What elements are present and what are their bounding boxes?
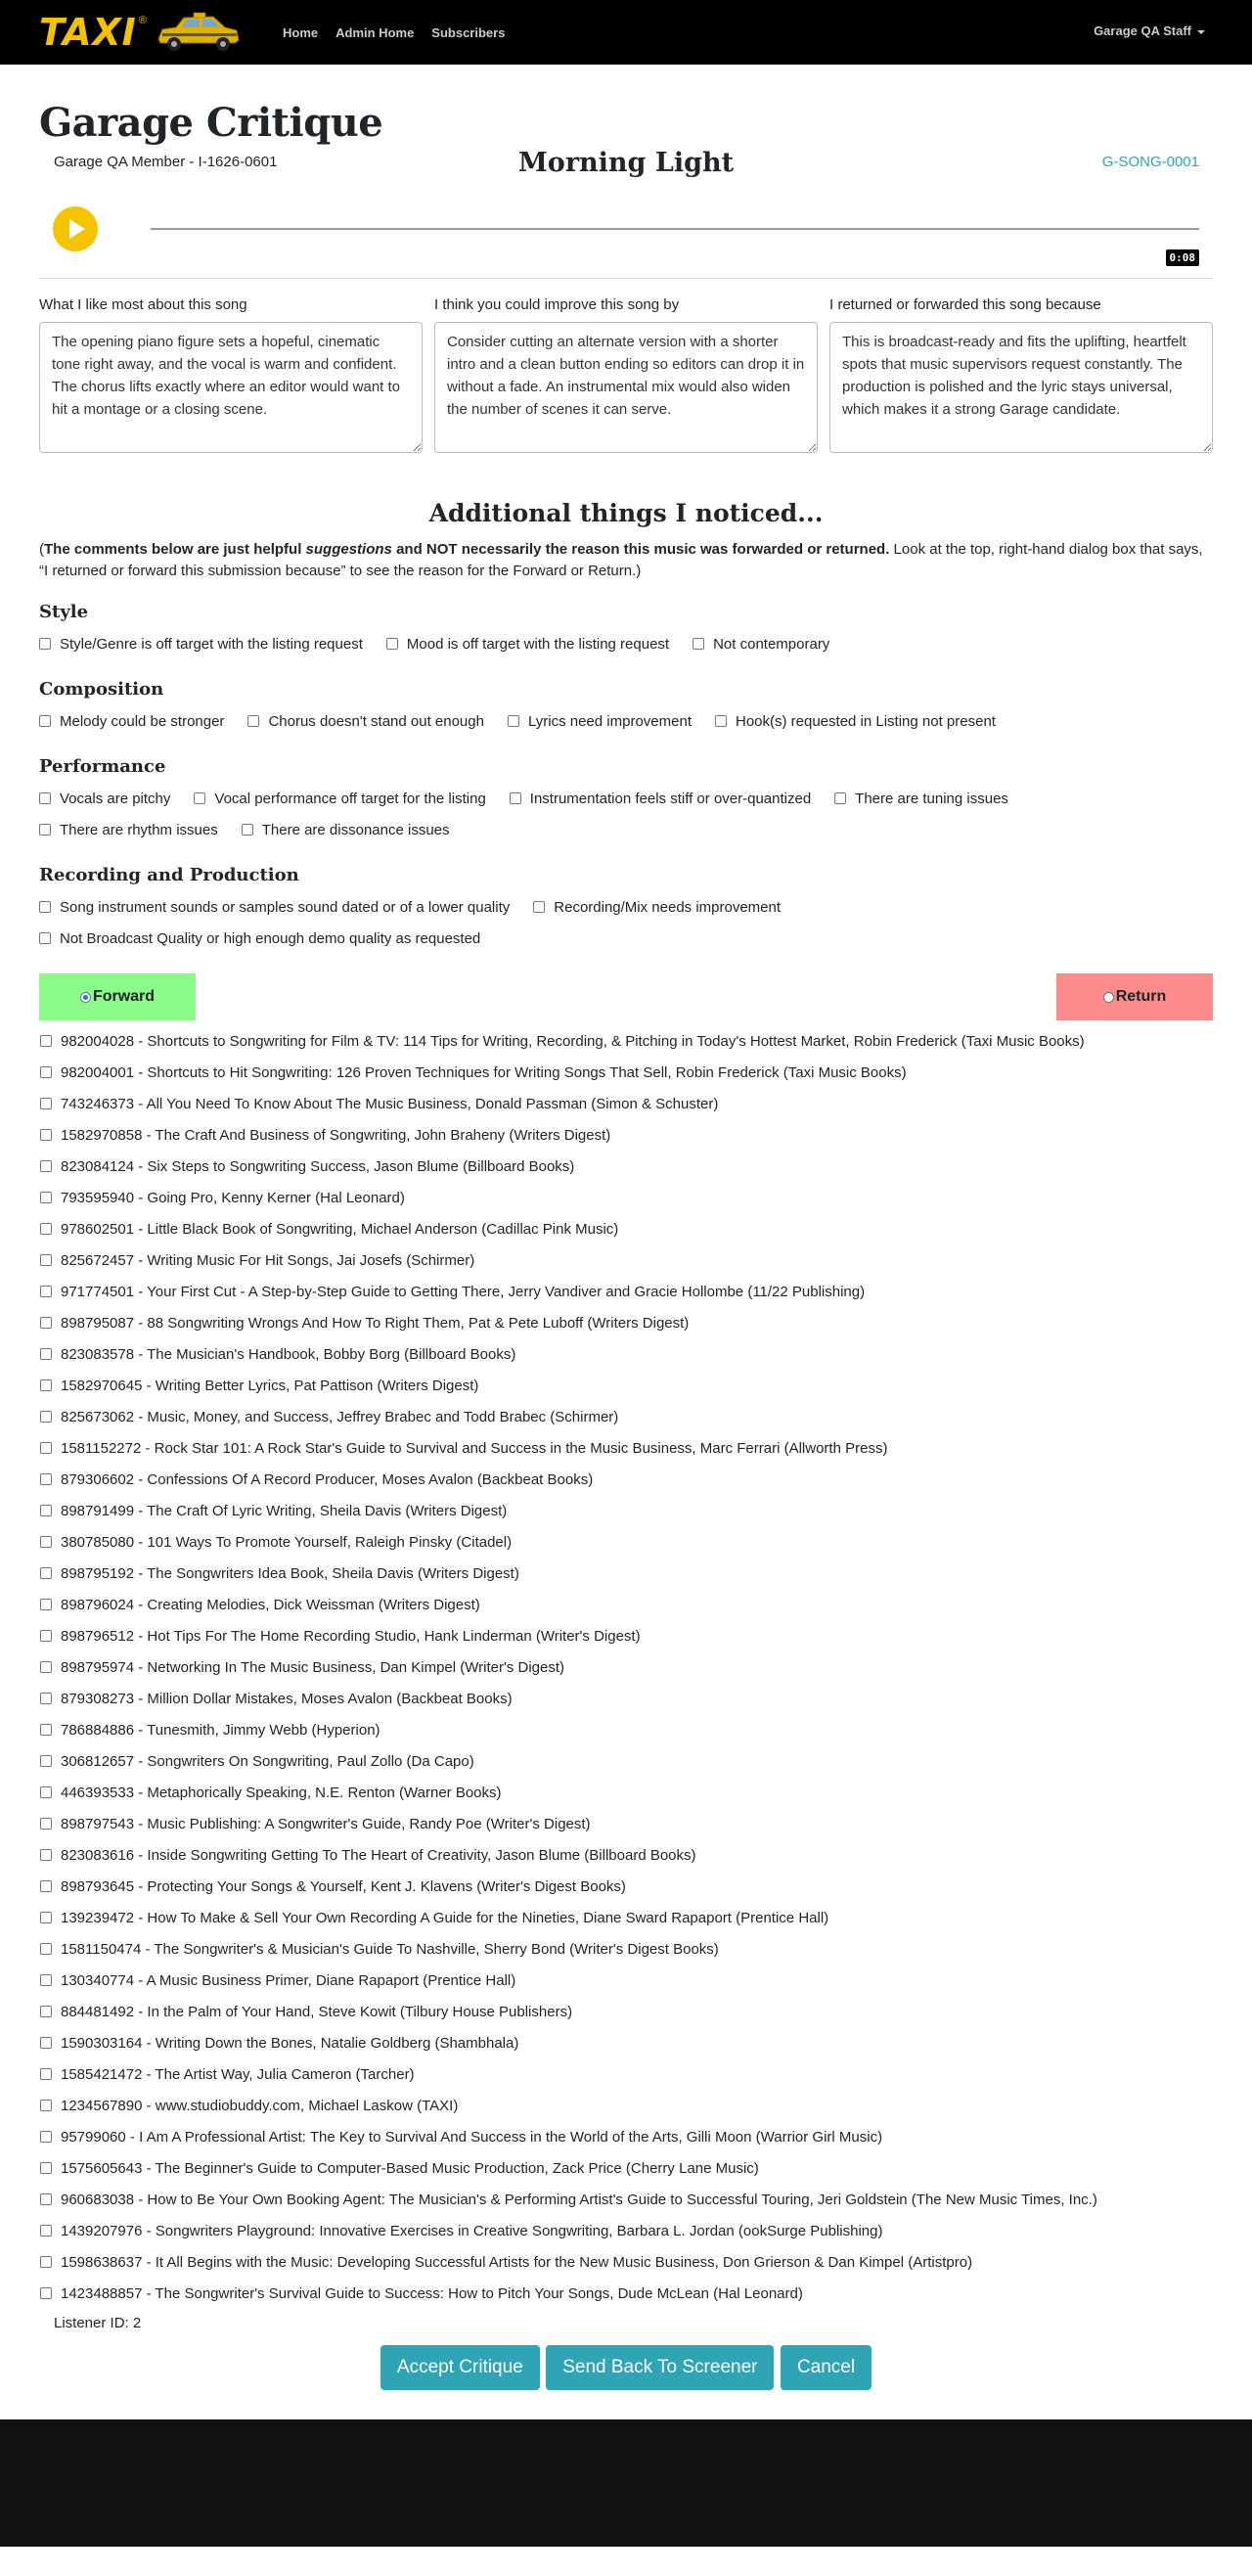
- book-item[interactable]: [39, 2279, 1213, 2310]
- book-label: 960683038 - How to Be Your Own Booking Agent: The Musician's & Performing Artist's Guide to Successful Touring, Jeri Goldstein (The New Music Times, Inc.): [61, 2192, 1097, 2208]
- book-label: 1598638637 - It All Begins with the Music: Developing Successful Artists for the New Music Business, Don Grierson & Dan Kimpel (Artistpro): [61, 2254, 973, 2271]
- forward-radio[interactable]: [80, 992, 91, 1003]
- book-checkbox[interactable]: [40, 2131, 52, 2143]
- song-title: Morning Light: [517, 148, 735, 178]
- book-item[interactable]: [39, 1058, 1213, 1089]
- book-item[interactable]: [39, 1433, 1213, 1465]
- book-label: 898793645 - Protecting Your Songs & Yourself, Kent J. Klavens (Writer's Digest Books): [61, 1878, 626, 1895]
- checkbox-tuning[interactable]: [834, 783, 1008, 814]
- book-item[interactable]: [39, 1746, 1213, 1778]
- checkbox[interactable]: [39, 901, 51, 913]
- reason-comment-group: [829, 296, 1213, 458]
- checkbox-vocals-pitchy[interactable]: [39, 783, 170, 814]
- comment-fields: [39, 296, 1213, 458]
- like-textarea[interactable]: [39, 322, 423, 453]
- book-checkbox[interactable]: [40, 1411, 52, 1423]
- checkbox-label: Lyrics need improvement: [527, 712, 692, 730]
- book-label: 898791499 - The Craft Of Lyric Writing, Sheila Davis (Writers Digest): [61, 1503, 508, 1519]
- book-item[interactable]: [39, 1903, 1213, 1934]
- book-item[interactable]: [39, 1527, 1213, 1559]
- book-item[interactable]: [39, 2059, 1213, 2091]
- user-menu-label: Garage QA Staff: [1094, 23, 1191, 38]
- page-footer: [0, 2419, 1252, 2547]
- checkbox[interactable]: [39, 638, 51, 650]
- style-heading: Style: [39, 602, 89, 622]
- book-label: 825673062 - Music, Money, and Success, Jeffrey Brabec and Todd Brabec (Schirmer): [61, 1409, 619, 1425]
- checkbox-lyrics[interactable]: [508, 705, 692, 737]
- checkbox-label: Not contemporary: [713, 635, 830, 653]
- book-checkbox[interactable]: [40, 1630, 52, 1642]
- nav-link-subscribers[interactable]: Subscribers: [431, 24, 506, 40]
- checkbox-label: Mood is off target with the listing request: [406, 635, 670, 653]
- checkbox-label: There are dissonance issues: [261, 821, 450, 838]
- return-radio[interactable]: [1103, 992, 1114, 1003]
- checkbox-label: Instrumentation feels stiff or over-quantized: [529, 790, 812, 807]
- improve-label: I think you could improve this song by: [434, 296, 680, 313]
- book-label: 380785080 - 101 Ways To Promote Yourself, Raleigh Pinsky (Citadel): [61, 1534, 513, 1551]
- book-checkbox[interactable]: [40, 1536, 52, 1548]
- caret-down-icon: [1197, 30, 1205, 34]
- book-item[interactable]: [39, 1465, 1213, 1496]
- checkbox-chorus[interactable]: [247, 705, 484, 737]
- book-item[interactable]: [39, 1684, 1213, 1715]
- checkbox-label: Not Broadcast Quality or high enough demo quality as requested: [60, 929, 481, 947]
- return-option[interactable]: [1056, 973, 1213, 1020]
- playback-track[interactable]: [151, 228, 1199, 230]
- book-item[interactable]: [39, 1590, 1213, 1621]
- checkbox[interactable]: [386, 638, 398, 650]
- book-label: 898797543 - Music Publishing: A Songwriter's Guide, Randy Poe (Writer's Digest): [61, 1816, 591, 1832]
- book-item[interactable]: [39, 1809, 1213, 1840]
- checkbox-label: Melody could be stronger: [60, 712, 225, 730]
- book-item[interactable]: [39, 1277, 1213, 1308]
- book-label: 898796024 - Creating Melodies, Dick Weissman (Writers Digest): [61, 1597, 480, 1613]
- book-item[interactable]: [39, 1778, 1213, 1809]
- book-checkbox[interactable]: [40, 1160, 52, 1172]
- book-checkbox[interactable]: [40, 1567, 52, 1579]
- composition-checkboxes: [39, 705, 1213, 737]
- forward-label: Forward: [92, 988, 156, 1005]
- audio-player: [39, 201, 1213, 279]
- book-checkbox[interactable]: [40, 1974, 52, 1986]
- checkbox-label: Style/Genre is off target with the listing request: [60, 635, 363, 653]
- checkbox[interactable]: [39, 792, 51, 804]
- book-checkbox[interactable]: [40, 1286, 52, 1297]
- book-checkbox[interactable]: [40, 1098, 52, 1109]
- book-label: 743246373 - All You Need To Know About The Music Business, Donald Passman (Simon & Schuster): [61, 1096, 719, 1112]
- book-item[interactable]: [39, 2247, 1213, 2279]
- book-label: 786884886 - Tunesmith, Jimmy Webb (Hyperion): [61, 1722, 380, 1739]
- book-label: 898796512 - Hot Tips For The Home Recording Studio, Hank Linderman (Writer's Digest): [61, 1628, 641, 1645]
- book-checkbox[interactable]: [40, 1035, 52, 1047]
- book-item[interactable]: [39, 1402, 1213, 1433]
- book-item[interactable]: [39, 1872, 1213, 1903]
- checkbox-label: Vocal performance off target for the listing: [214, 790, 486, 807]
- top-navbar: [0, 0, 1252, 65]
- book-label: 884481492 - In the Palm of Your Hand, Steve Kowit (Tilbury House Publishers): [61, 2004, 573, 2020]
- listener-id: Listener ID: 2: [54, 2315, 142, 2331]
- book-item[interactable]: [39, 2185, 1213, 2216]
- checkbox-label: Recording/Mix needs improvement: [554, 898, 782, 916]
- book-checkbox[interactable]: [40, 1943, 52, 1955]
- song-header: [39, 146, 1213, 201]
- book-checkbox[interactable]: [40, 1880, 52, 1892]
- book-checkbox[interactable]: [40, 1505, 52, 1516]
- book-item[interactable]: [39, 2216, 1213, 2247]
- book-item[interactable]: [39, 1840, 1213, 1872]
- book-checkbox[interactable]: [40, 2193, 52, 2205]
- book-label: 879306602 - Confessions Of A Record Producer, Moses Avalon (Backbeat Books): [61, 1471, 594, 1488]
- play-icon: [69, 219, 85, 239]
- checkbox[interactable]: [247, 715, 259, 727]
- checkbox-hooks[interactable]: [715, 705, 996, 737]
- book-label: 1582970645 - Writing Better Lyrics, Pat Pattison (Writers Digest): [61, 1378, 479, 1394]
- book-label: 306812657 - Songwriters On Songwriting, Paul Zollo (Da Capo): [61, 1753, 474, 1770]
- note-bold-2: and NOT necessarily the reason this music was forwarded or returned.: [391, 541, 890, 558]
- book-label: 1575605643 - The Beginner's Guide to Computer-Based Music Production, Zack Price (Cherry Lane Music): [61, 2160, 759, 2177]
- note-italic: suggestions: [305, 541, 392, 558]
- book-label: 823084124 - Six Steps to Songwriting Success, Jason Blume (Billboard Books): [61, 1158, 575, 1175]
- book-label: 978602501 - Little Black Book of Songwriting, Michael Anderson (Cadillac Pink Music): [61, 1221, 619, 1238]
- book-item[interactable]: [39, 1152, 1213, 1183]
- book-label: 1581152272 - Rock Star 101: A Rock Star's Guide to Survival and Success in the Music Business, Marc Ferrari (Allworth Press): [61, 1440, 888, 1457]
- book-checkbox[interactable]: [40, 2256, 52, 2268]
- book-checkbox[interactable]: [40, 2287, 52, 2299]
- improve-comment-group: [434, 296, 818, 458]
- logo-text: TAXI: [39, 11, 137, 54]
- book-checkbox[interactable]: [40, 1379, 52, 1391]
- taxi-logo[interactable]: [39, 3, 259, 62]
- checkbox-label: Vocals are pitchy: [60, 790, 171, 807]
- book-label: 95799060 - I Am A Professional Artist: The Key to Survival And Success in the World of the Arts, Gilli Moon (Warrior Girl Music): [61, 2129, 883, 2146]
- checkbox[interactable]: [533, 901, 545, 913]
- book-checkbox[interactable]: [40, 1724, 52, 1736]
- book-item[interactable]: [39, 1183, 1213, 1214]
- checkbox-rhythm[interactable]: [39, 814, 218, 845]
- book-checkbox[interactable]: [40, 1599, 52, 1610]
- book-item[interactable]: [39, 1245, 1213, 1277]
- like-comment-group: [39, 296, 423, 458]
- book-label: 982004001 - Shortcuts to Hit Songwriting: 126 Proven Techniques for Writing Songs That Sell, Robin Frederick (Taxi Music Books): [61, 1064, 907, 1081]
- checkbox[interactable]: [39, 932, 51, 944]
- book-item[interactable]: [39, 1026, 1213, 1058]
- checkbox-melody[interactable]: [39, 705, 224, 737]
- forward-return-decision: [39, 973, 1213, 1020]
- checkbox[interactable]: [39, 715, 51, 727]
- book-item[interactable]: [39, 2091, 1213, 2122]
- book-item[interactable]: [39, 1559, 1213, 1590]
- book-checkbox[interactable]: [40, 1786, 52, 1798]
- book-item[interactable]: [39, 1621, 1213, 1652]
- logo-registered-mark: ®: [138, 15, 147, 26]
- checkbox-label: Hook(s) requested in Listing not present: [735, 712, 996, 730]
- book-checkbox[interactable]: [40, 2068, 52, 2080]
- checkbox[interactable]: [510, 792, 521, 804]
- main-content: [39, 65, 1213, 2390]
- style-checkboxes: [39, 628, 1213, 659]
- book-checkbox[interactable]: [40, 1912, 52, 1923]
- book-checkbox[interactable]: [40, 1192, 52, 1203]
- book-item[interactable]: [39, 1371, 1213, 1402]
- book-item[interactable]: [39, 2122, 1213, 2153]
- page-title: Garage Critique: [39, 100, 383, 146]
- accept-critique-button[interactable]: Accept Critique: [380, 2345, 540, 2390]
- book-checkbox[interactable]: [40, 1223, 52, 1235]
- book-checkbox[interactable]: [40, 1818, 52, 1830]
- book-label: 1585421472 - The Artist Way, Julia Cameron (Tarcher): [61, 2066, 415, 2083]
- checkbox-not-contemporary[interactable]: [693, 628, 829, 659]
- checkbox[interactable]: [834, 792, 846, 804]
- playback-time: 0:08: [1166, 249, 1200, 266]
- book-checkbox[interactable]: [40, 2006, 52, 2017]
- user-menu-dropdown[interactable]: [1094, 23, 1205, 38]
- book-item[interactable]: [39, 2028, 1213, 2059]
- book-checkbox[interactable]: [40, 1849, 52, 1861]
- composition-heading: Composition: [39, 679, 164, 700]
- book-item[interactable]: [39, 1496, 1213, 1527]
- book-label: 1581150474 - The Songwriter's & Musician's Guide To Nashville, Sherry Bond (Writer's Digest Books): [61, 1941, 719, 1958]
- book-checkbox[interactable]: [40, 2225, 52, 2237]
- book-item[interactable]: [39, 1966, 1213, 1997]
- book-label: 971774501 - Your First Cut - A Step-by-Step Guide to Getting There, Jerry Vandiver and Gracie Hollombe (11/22 Publishing): [61, 1284, 866, 1300]
- book-checkbox[interactable]: [40, 1693, 52, 1704]
- book-label: 898795974 - Networking In The Music Business, Dan Kimpel (Writer's Digest): [61, 1659, 565, 1676]
- checkbox-vocal-off-target[interactable]: [194, 783, 485, 814]
- book-label: 823083616 - Inside Songwriting Getting To The Heart of Creativity, Jason Blume (Billboard Books): [61, 1847, 696, 1864]
- note-bold-1: The comments below are just helpful: [44, 541, 306, 558]
- book-checkbox[interactable]: [40, 1129, 52, 1141]
- book-label: 982004028 - Shortcuts to Songwriting for Film & TV: 114 Tips for Writing, Recording, & Pitching in Today's Hottest Market, Robin Frederick (Taxi Music Books): [61, 1033, 1085, 1050]
- book-recommendations-list: [39, 1026, 1213, 2310]
- book-label: 1582970858 - The Craft And Business of Songwriting, John Braheny (Writers Digest): [61, 1127, 611, 1144]
- book-label: 1423488857 - The Songwriter's Survival Guide to Success: How to Pitch Your Songs, Dude McLean (Hal Leonard): [61, 2285, 803, 2302]
- book-checkbox[interactable]: [40, 1442, 52, 1454]
- additional-title: Additional things I noticed...: [428, 499, 824, 527]
- nav-link-admin-home[interactable]: Admin Home: [335, 24, 415, 40]
- performance-heading: Performance: [39, 756, 166, 777]
- book-checkbox[interactable]: [40, 1473, 52, 1485]
- book-label: 1234567890 - www.studiobuddy.com, Michael Laskow (TAXI): [61, 2098, 459, 2114]
- cancel-button[interactable]: Cancel: [781, 2345, 872, 2390]
- checkbox[interactable]: [242, 824, 253, 836]
- checkbox-label: There are tuning issues: [855, 790, 1008, 807]
- book-checkbox[interactable]: [40, 1755, 52, 1767]
- note-open: (: [39, 541, 44, 558]
- book-item[interactable]: [39, 1214, 1213, 1245]
- member-label: Garage QA Member - I-1626-0601: [54, 154, 278, 170]
- performance-checkboxes: [39, 783, 1213, 845]
- book-item[interactable]: [39, 1715, 1213, 1746]
- additional-note: [39, 539, 1213, 582]
- checkbox-label: There are rhythm issues: [60, 821, 218, 838]
- forward-option[interactable]: [39, 973, 196, 1020]
- book-checkbox[interactable]: [40, 2100, 52, 2111]
- reason-label: I returned or forwarded this song because: [829, 296, 1101, 313]
- checkbox-dated-sounds[interactable]: [39, 891, 510, 923]
- checkbox-style-genre[interactable]: [39, 628, 363, 659]
- nav-link-home[interactable]: Home: [283, 24, 319, 40]
- book-item[interactable]: [39, 1934, 1213, 1966]
- book-label: 139239472 - How To Make & Sell Your Own Recording A Guide for the Nineties, Diane Sward Rapaport (Prentice Hall): [61, 1910, 829, 1926]
- reason-textarea[interactable]: [829, 322, 1213, 453]
- like-label: What I like most about this song: [39, 296, 247, 313]
- note-rest: Look at the top, right-hand dialog box that says, “I returned or forward this submission because” to see the reason for the Forward or Return.): [39, 541, 1203, 579]
- checkbox[interactable]: [508, 715, 519, 727]
- book-checkbox[interactable]: [40, 1348, 52, 1360]
- book-label: 879308273 - Million Dollar Mistakes, Moses Avalon (Backbeat Books): [61, 1691, 513, 1707]
- book-item[interactable]: [39, 1339, 1213, 1371]
- book-item[interactable]: [39, 1652, 1213, 1684]
- play-button[interactable]: [53, 206, 98, 251]
- book-label: 1439207976 - Songwriters Playground: Innovative Exercises in Creative Songwriting, Barbara L. Jordan (ookSurge Publishing): [61, 2223, 883, 2239]
- checkbox-mood[interactable]: [386, 628, 669, 659]
- book-checkbox[interactable]: [40, 2162, 52, 2174]
- book-label: 898795192 - The Songwriters Idea Book, Sheila Davis (Writers Digest): [61, 1565, 519, 1582]
- improve-textarea[interactable]: [434, 322, 818, 453]
- book-checkbox[interactable]: [40, 1317, 52, 1329]
- checkbox[interactable]: [194, 792, 205, 804]
- checkbox[interactable]: [693, 638, 704, 650]
- book-label: 1590303164 - Writing Down the Bones, Natalie Goldberg (Shambhala): [61, 2035, 519, 2052]
- book-item[interactable]: [39, 1089, 1213, 1120]
- nav-links: [283, 25, 522, 40]
- send-back-button[interactable]: Send Back To Screener: [546, 2345, 774, 2390]
- book-label: 823083578 - The Musician's Handbook, Bobby Borg (Billboard Books): [61, 1346, 516, 1363]
- recording-checkboxes: [39, 891, 1213, 954]
- book-checkbox[interactable]: [40, 1066, 52, 1078]
- recording-heading: Recording and Production: [39, 865, 299, 885]
- book-item[interactable]: [39, 1308, 1213, 1339]
- book-checkbox[interactable]: [40, 1661, 52, 1673]
- book-label: 130340774 - A Music Business Primer, Diane Rapaport (Prentice Hall): [61, 1972, 516, 1989]
- book-label: 898795087 - 88 Songwriting Wrongs And How To Right Them, Pat & Pete Luboff (Writers Digest): [61, 1315, 690, 1332]
- checkbox-label: Song instrument sounds or samples sound dated or of a lower quality: [60, 898, 511, 916]
- checkbox-label: Chorus doesn't stand out enough: [268, 712, 484, 730]
- book-label: 446393533 - Metaphorically Speaking, N.E. Renton (Warner Books): [61, 1785, 502, 1801]
- checkbox[interactable]: [715, 715, 727, 727]
- checkbox-broadcast-quality[interactable]: [39, 923, 480, 954]
- book-checkbox[interactable]: [40, 2037, 52, 2049]
- book-checkbox[interactable]: [40, 1254, 52, 1266]
- checkbox[interactable]: [39, 824, 51, 836]
- checkbox-dissonance[interactable]: [242, 814, 450, 845]
- book-item[interactable]: [39, 1997, 1213, 2028]
- book-item[interactable]: [39, 1120, 1213, 1152]
- action-buttons: [39, 2345, 1213, 2390]
- return-label: Return: [1115, 988, 1167, 1005]
- book-item[interactable]: [39, 2153, 1213, 2185]
- checkbox-mix[interactable]: [533, 891, 781, 923]
- song-id-link[interactable]: G-SONG-0001: [1101, 154, 1199, 170]
- checkbox-instrumentation[interactable]: [510, 783, 811, 814]
- book-label: 825672457 - Writing Music For Hit Songs, Jai Josefs (Schirmer): [61, 1252, 475, 1269]
- book-label: 793595940 - Going Pro, Kenny Kerner (Hal Leonard): [61, 1190, 405, 1206]
- taxi-car-icon: [153, 10, 243, 55]
